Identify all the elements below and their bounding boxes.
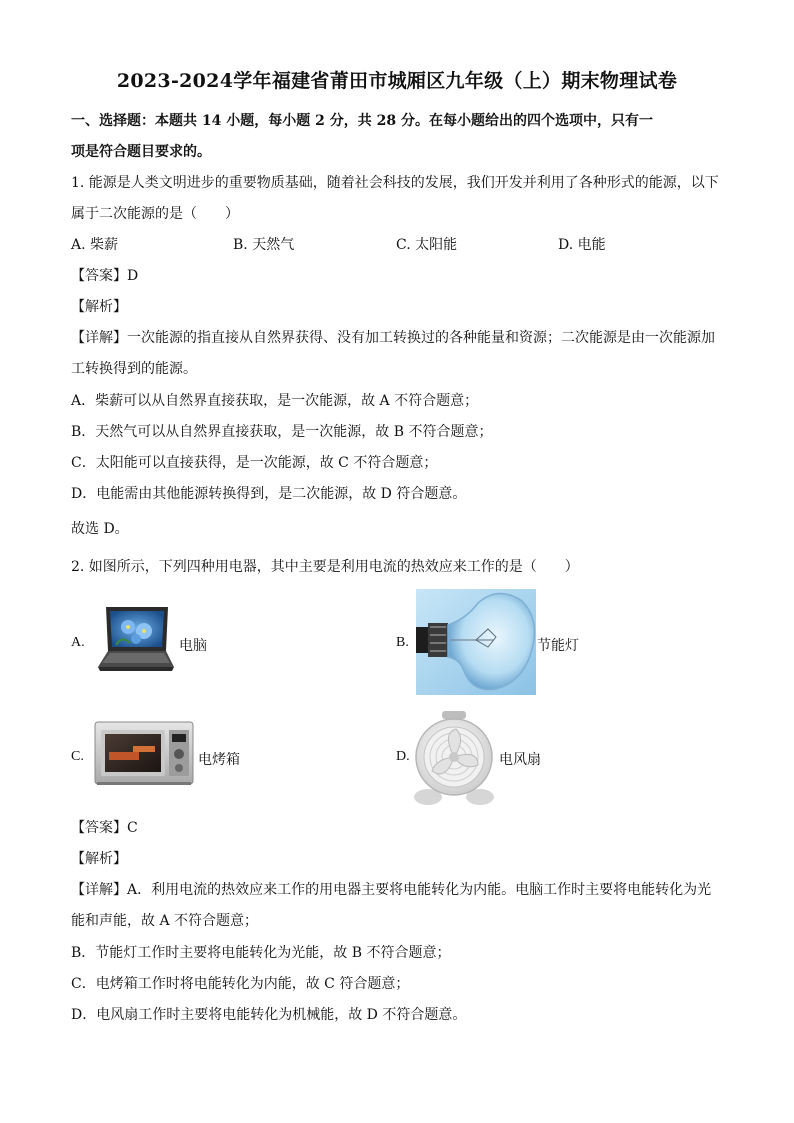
q2-analysis-label: 【解析】 [71, 851, 127, 867]
q2-option-d-letter: D. [396, 749, 410, 764]
section-heading-line-2: 项是符合题目要求的。 [71, 144, 211, 160]
q2-answer: 【答案】C [71, 820, 138, 836]
q2-option-d-label: 电风扇 [499, 753, 541, 768]
oven-icon [93, 720, 195, 786]
q2-option-b-letter: B. [396, 635, 409, 650]
q1-analysis-label: 【解析】 [71, 299, 127, 315]
q1-detail-line-1: 【详解】一次能源的指直接从自然界获得、没有加工转换过的各种能量和资源；二次能源是由一次能源加 [71, 330, 715, 346]
q2-detail-line-2: 能和声能，故 A 不符合题意； [71, 913, 259, 929]
q2-detail-line-1: 【详解】A．利用电流的热效应来工作的用电器主要将电能转化为内能。电脑工作时主要将电能转化为光 [71, 882, 712, 898]
q1-option-b: B. 天然气 [233, 237, 295, 253]
light-bulb-icon [416, 589, 536, 695]
q2-option-c-label: 电烤箱 [198, 753, 240, 768]
q1-conclusion: 故选 D。 [71, 521, 129, 537]
q2-option-a-letter: A. [71, 635, 85, 650]
q2-explanation-c: C．电烤箱工作时将电能转化为内能，故 C 符合题意； [71, 976, 410, 992]
q1-option-c: C. 太阳能 [396, 237, 458, 253]
q1-explanation-a: A．柴薪可以从自然界直接获取，是一次能源，故 A 不符合题意； [71, 393, 479, 409]
section-heading-line-1: 一、选择题：本题共 14 小题，每小题 2 分，共 28 分。在每小题给出的四个选项中，只有一 [71, 113, 653, 129]
q2-explanation-d: D．电风扇工作时主要将电能转化为机械能，故 D 不符合题意。 [71, 1007, 467, 1023]
q1-stem-line-2: 属于二次能源的是（ ） [71, 206, 239, 222]
q2-option-c-letter: C. [71, 749, 84, 764]
q1-answer: 【答案】D [71, 268, 139, 284]
q2-stem: 2. 如图所示，下列四种用电器，其中主要是利用电流的热效应来工作的是（ ） [71, 559, 579, 575]
q1-detail-line-2: 工转换得到的能源。 [71, 361, 197, 377]
q2-option-a-label: 电脑 [179, 639, 207, 654]
q1-explanation-c: C．太阳能可以直接获得，是一次能源，故 C 不符合题意； [71, 455, 438, 471]
q2-explanation-b: B．节能灯工作时主要将电能转化为光能，故 B 不符合题意； [71, 945, 451, 961]
page-title: 2023-2024学年福建省莆田市城厢区九年级（上）期末物理试卷 [116, 70, 678, 92]
q1-stem-line-1: 1. 能源是人类文明进步的重要物质基础，随着社会科技的发展，我们开发并利用了各种形式的能源，以下 [71, 175, 719, 191]
q1-explanation-d: D．电能需由其他能源转换得到，是二次能源，故 D 符合题意。 [71, 486, 467, 502]
q1-option-a: A. 柴薪 [71, 237, 119, 253]
q1-explanation-b: B．天然气可以从自然界直接获取，是一次能源，故 B 不符合题意； [71, 424, 493, 440]
laptop-icon [92, 605, 176, 675]
q2-option-b-label: 节能灯 [537, 639, 579, 654]
fan-icon [412, 709, 496, 807]
q1-option-d: D. 电能 [558, 237, 606, 253]
